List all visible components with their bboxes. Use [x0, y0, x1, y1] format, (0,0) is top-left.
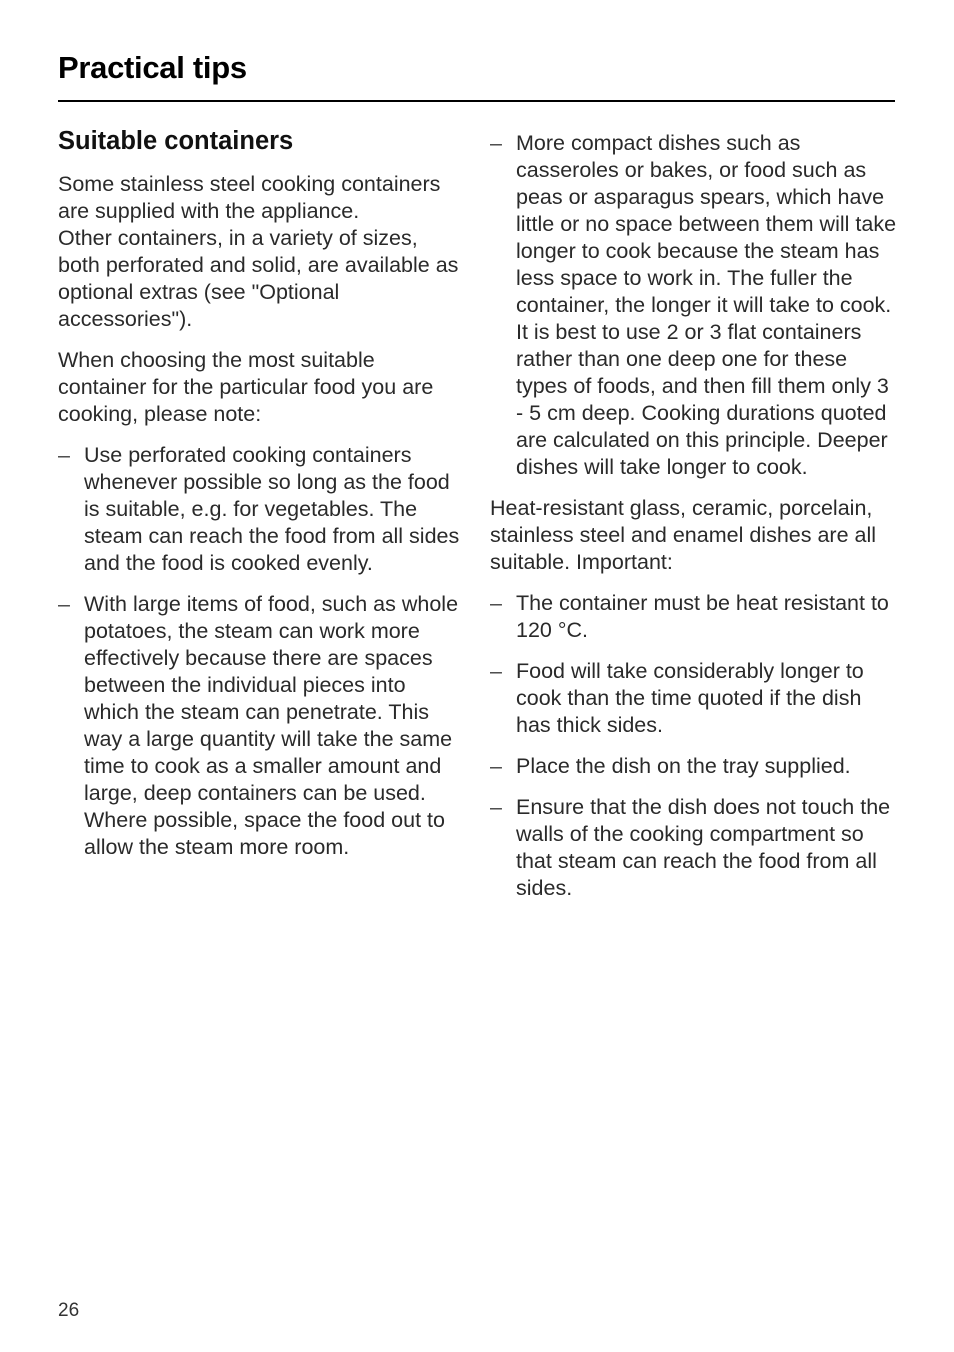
- list-item-text: With large items of food, such as whole potatoes, the steam can work more effectively because there are spaces between the individual pieces into which the steam can penetrate. This way a large quantity will take the same time to cook as a smaller amount and large, deep containers can be used. Where possible, space the food out to allow the steam more room.: [84, 592, 459, 859]
- dash-bullet: –: [490, 591, 502, 615]
- left-tips-list: [58, 442, 463, 861]
- page-number: 26: [58, 1300, 80, 1321]
- list-item: [58, 591, 463, 861]
- materials-paragraph: Heat-resistant glass, ceramic, porcelain, stainless steel and enamel dishes are all suitable. Important:: [490, 496, 877, 574]
- section-heading: Suitable containers: [58, 127, 294, 155]
- list-item-text: The container must be heat resistant to 120 °C.: [516, 591, 889, 642]
- dash-bullet: –: [58, 592, 70, 616]
- list-item: [490, 794, 900, 902]
- list-item-text: More compact dishes such as casseroles or bakes, or food such as peas or asparagus spears, which have little or no space between them will take longer to cook because the steam has less space to work in. The fuller the container, the longer it will take to cook. It is best to use 2 or 3 flat containers rather than one deep one for these types of foods, and then fill them only 3 - 5 cm deep. Cooking durations quoted are calculated on this principle. Deeper dishes will take longer to cook.: [516, 131, 897, 479]
- title-divider: [58, 100, 895, 102]
- list-item-text: Food will take considerably longer to cook than the time quoted if the dish has thick sides.: [516, 659, 864, 737]
- page-title: Practical tips: [58, 50, 247, 85]
- dash-bullet: –: [490, 754, 502, 778]
- list-item: [490, 753, 900, 780]
- intro-paragraph-1: Some stainless steel cooking containers are supplied with the appliance.: [58, 172, 441, 223]
- dash-bullet: –: [490, 131, 502, 155]
- list-item: [58, 442, 463, 577]
- dash-bullet: –: [58, 443, 70, 467]
- intro-paragraph-3: When choosing the most suitable container for the particular food you are cooking, please note:: [58, 348, 434, 426]
- left-column: [58, 125, 463, 875]
- list-item-text: Place the dish on the tray supplied.: [516, 754, 851, 778]
- list-item: [490, 658, 900, 739]
- list-item: [490, 590, 900, 644]
- right-column: [490, 130, 900, 916]
- dash-bullet: –: [490, 659, 502, 683]
- right-tips-list-bottom: [490, 590, 900, 902]
- dash-bullet: –: [490, 795, 502, 819]
- right-tips-list-top: [490, 130, 900, 481]
- intro-paragraph-2: Other containers, in a variety of sizes, both perforated and solid, are available as optional extras (see "Optional accessories").: [58, 226, 459, 331]
- list-item-text: Ensure that the dish does not touch the walls of the cooking compartment so that steam can reach the food from all sides.: [516, 795, 891, 900]
- list-item-text: Use perforated cooking containers whenever possible so long as the food is suitable, e.g. for vegetables. The steam can reach the food from all sides and the food is cooked evenly.: [84, 443, 460, 575]
- list-item: [490, 130, 900, 481]
